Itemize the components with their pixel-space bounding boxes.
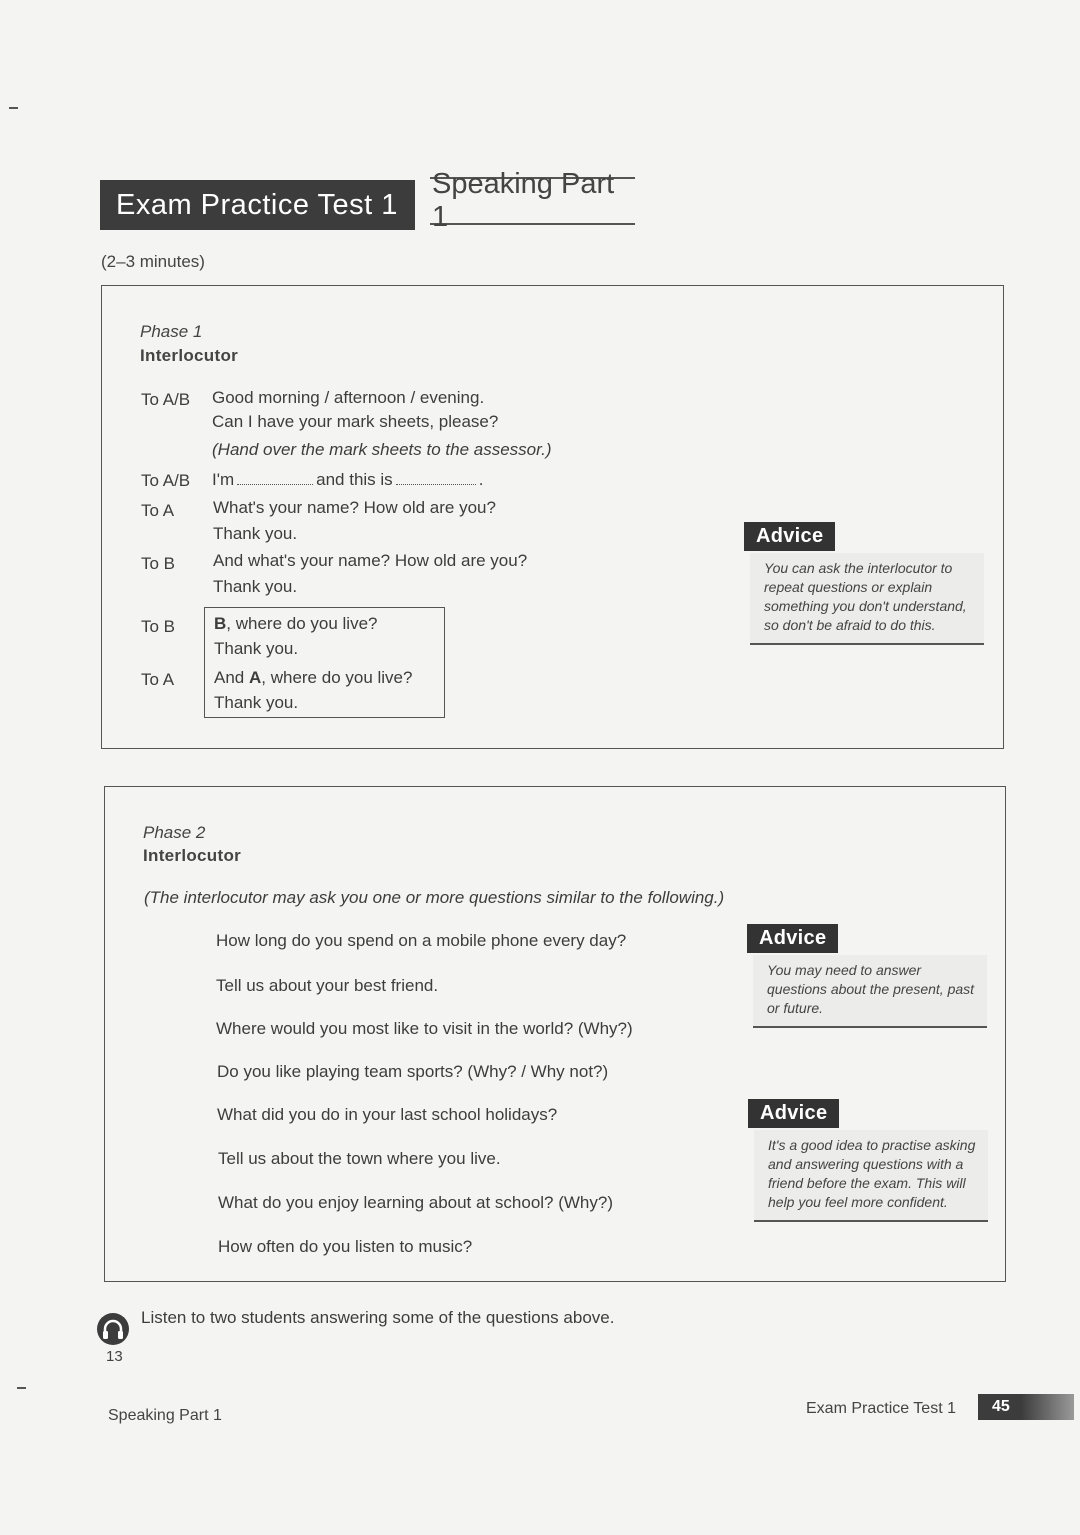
listen-instruction: Listen to two students answering some of the questions above.: [141, 1308, 615, 1327]
blank-field: [237, 484, 313, 485]
phase-2-label: Phase 2: [143, 823, 206, 842]
intro-pre: I'm: [212, 470, 235, 489]
row-to: To A: [141, 501, 175, 520]
headphones-icon[interactable]: [97, 1313, 129, 1345]
advice-tag: Advice: [747, 924, 838, 953]
row-to: To A: [141, 670, 175, 689]
advice-tag: Advice: [748, 1099, 839, 1128]
headphones-glyph: [97, 1313, 129, 1345]
row-line: And what's your name? How old are you?: [213, 551, 528, 570]
footer-test: Exam Practice Test 1: [806, 1400, 956, 1417]
phase-2-role: Interlocutor: [143, 846, 242, 865]
boxed-question: [214, 668, 412, 688]
question-item: Do you like playing team sports? (Why? / Why not?): [217, 1062, 609, 1081]
row-line: What's your name? How old are you?: [213, 498, 496, 517]
student-a: A: [248, 668, 262, 687]
phase-2-intro: (The interlocutor may ask you one or more questions similar to the following.): [144, 888, 725, 907]
phase-1-role: Interlocutor: [140, 346, 239, 365]
audio-track-number: 13: [106, 1348, 123, 1365]
question-item: Where would you most like to visit in the world? (Why?): [216, 1019, 633, 1038]
question-item: What did you do in your last school holidays?: [217, 1105, 558, 1124]
advice-box: [744, 522, 976, 645]
question-item: How often do you listen to music?: [218, 1237, 473, 1256]
row-line: Can I have your mark sheets, please?: [212, 412, 499, 431]
margin-mark: [9, 107, 18, 109]
student-b: B: [214, 614, 227, 633]
introduction-line: [212, 470, 483, 490]
question-item: How long do you spend on a mobile phone every day?: [216, 931, 627, 950]
advice-text: It's a good idea to practise asking and answering questions with a friend before the exam. This will help you feel more confident.: [754, 1130, 988, 1222]
row-note: (Hand over the mark sheets to the assessor.): [212, 440, 552, 459]
question-pre: And: [214, 668, 249, 687]
row-line: Good morning / afternoon / evening.: [212, 388, 485, 407]
boxed-question: [214, 614, 377, 634]
advice-text: You may need to answer questions about the present, past or future.: [753, 955, 987, 1028]
row-to: To A/B: [141, 471, 191, 490]
row-to: To B: [141, 617, 176, 636]
margin-mark: [17, 1387, 26, 1389]
row-to: To A/B: [141, 390, 191, 409]
row-line: Thank you.: [213, 524, 298, 543]
duration-label: (2–3 minutes): [101, 252, 205, 271]
advice-tag: Advice: [744, 522, 835, 551]
footer-section: Speaking Part 1: [108, 1407, 222, 1424]
question-item: Tell us about the town where you live.: [218, 1149, 501, 1168]
thanks-line: Thank you.: [214, 693, 299, 712]
question-item: What do you enjoy learning about at school? (Why?): [218, 1193, 614, 1212]
question-rest: , where do you live?: [226, 614, 378, 633]
phase-1-label: Phase 1: [140, 322, 203, 341]
page-title: Exam Practice Test 1: [100, 180, 415, 230]
blank-field: [396, 484, 476, 485]
intro-post: .: [478, 470, 484, 489]
advice-box: [748, 1099, 980, 1222]
advice-text: You can ask the interlocutor to repeat questions or explain something you don't understand, so don't be afraid to do this.: [750, 553, 984, 645]
page-subtitle: Speaking Part 1: [430, 177, 635, 225]
intro-mid: and this is: [316, 470, 393, 489]
advice-box: [747, 924, 979, 1028]
row-to: To B: [141, 554, 176, 573]
thanks-line: Thank you.: [214, 639, 299, 658]
page-number: 45: [978, 1394, 1074, 1420]
question-rest: , where do you live?: [261, 668, 413, 687]
row-line: Thank you.: [213, 577, 298, 596]
question-item: Tell us about your best friend.: [216, 976, 439, 995]
